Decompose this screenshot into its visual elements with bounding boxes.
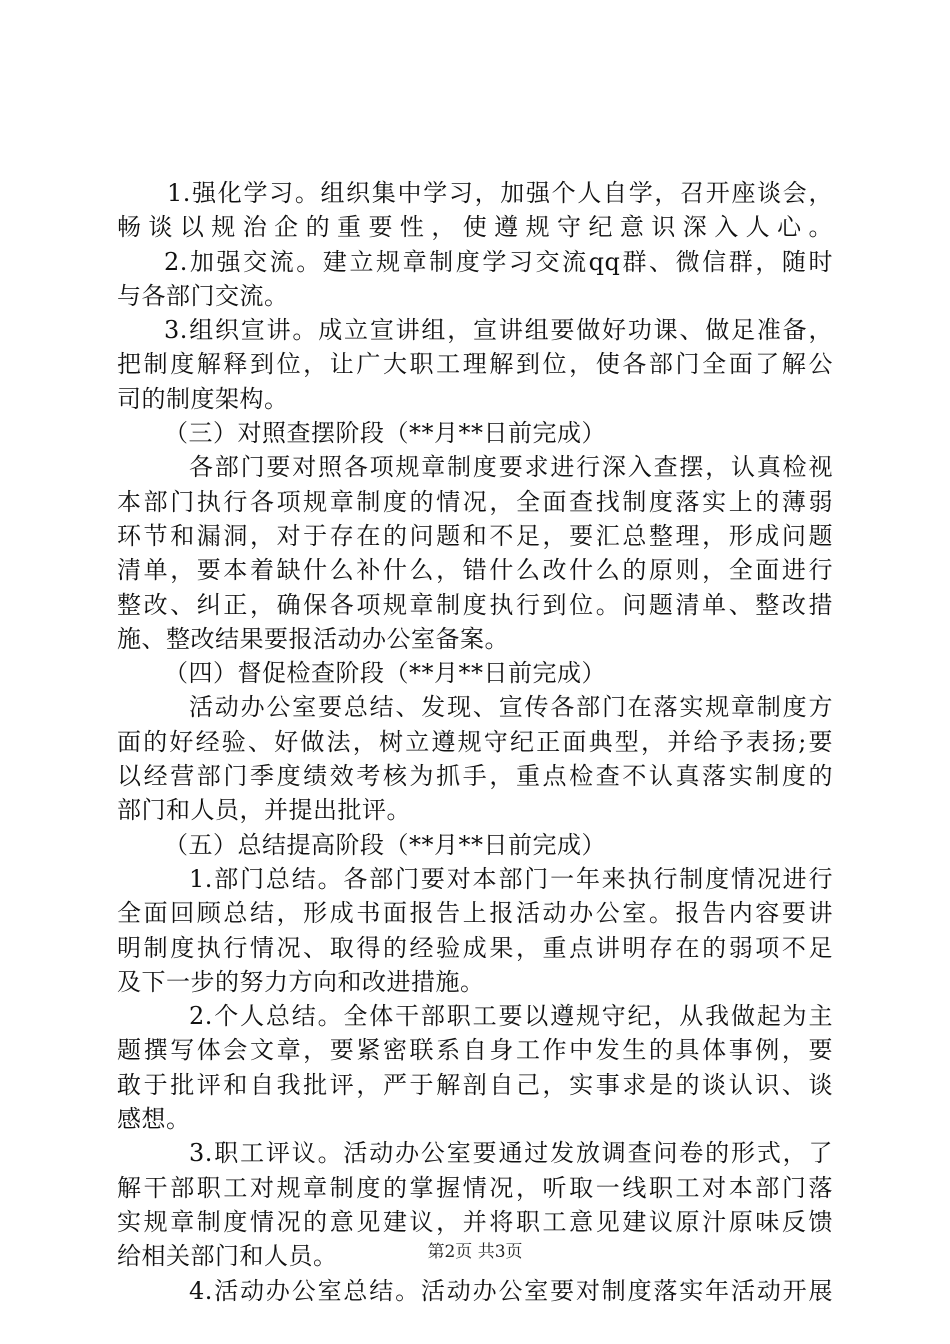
paragraph-line: 实规章制度情况的意见建议，并将职工意见建议原汁原味反馈 [117, 1207, 833, 1236]
paragraph-line: 各部门要对照各项规章制度要求进行深入查摆，认真检视 [189, 453, 833, 482]
paragraph-line: 3.组织宣讲。成立宣讲组，宣讲组要做好功课、做足准备， [164, 316, 833, 345]
paragraph-line: 全面回顾总结，形成书面报告上报活动办公室。报告内容要讲 [117, 899, 833, 928]
paragraph-line: 本部门执行各项规章制度的情况，全面查找制度落实上的薄弱 [117, 487, 833, 516]
document-body [117, 176, 833, 1308]
paragraph-line: 敢于批评和自我批评，严于解剖自己，实事求是的谈认识、谈 [117, 1070, 833, 1099]
paragraph-line: 清单，要本着缺什么补什么，错什么改什么的原则，全面进行 [117, 556, 833, 585]
paragraph-line: 3.职工评议。活动办公室要通过发放调查问卷的形式，了 [189, 1139, 833, 1168]
paragraph-line: 把制度解释到位，让广大职工理解到位，使各部门全面了解公 [117, 350, 833, 379]
paragraph-line: 感想。 [117, 1105, 191, 1134]
section-heading: （三）对照查摆阶段（**月**日前完成） [164, 419, 606, 448]
paragraph-line: 1.强化学习。组织集中学习，加强个人自学，召开座谈会， [167, 179, 833, 207]
page-number-footer: 第2页 共3页 [427, 1242, 523, 1262]
paragraph-line: 部门和人员，并提出批评。 [117, 796, 411, 825]
paragraph-line: 题撰写体会文章，要紧密联系自身工作中发生的具体事例，要 [117, 1036, 833, 1065]
paragraph-line: 活动办公室要总结、发现、宣传各部门在落实规章制度方 [189, 693, 833, 722]
paragraph-line: 明制度执行情况、取得的经验成果，重点讲明存在的弱项不足 [117, 933, 833, 962]
paragraph-line: 2.加强交流。建立规章制度学习交流qq群、微信群，随时 [164, 247, 833, 276]
paragraph-line: 面的好经验、好做法，树立遵规守纪正面典型，并给予表扬;要 [117, 727, 833, 756]
paragraph-line: 1.部门总结。各部门要对本部门一年来执行制度情况进行 [189, 864, 833, 893]
paragraph-line: 解干部职工对规章制度的掌握情况，听取一线职工对本部门落 [117, 1173, 833, 1202]
paragraph-line: 畅谈以规治企的重要性，使遵规守纪意识深入人心。 [117, 213, 833, 242]
paragraph-line: 及下一步的努力方向和改进措施。 [117, 967, 485, 996]
section-heading: （五）总结提高阶段（**月**日前完成） [164, 830, 606, 859]
paragraph-line: 与各部门交流。 [117, 281, 289, 310]
paragraph-line: 给相关部门和人员。 [117, 1242, 338, 1271]
paragraph-line: 施、整改结果要报活动办公室备案。 [117, 624, 509, 653]
paragraph-line: 以经营部门季度绩效考核为抓手，重点检查不认真落实制度的 [117, 762, 833, 791]
paragraph-line: 环节和漏洞，对于存在的问题和不足，要汇总整理，形成问题 [117, 521, 833, 550]
paragraph-line: 整改、纠正，确保各项规章制度执行到位。问题清单、整改措 [117, 590, 833, 619]
section-heading: （四）督促检查阶段（**月**日前完成） [164, 659, 606, 688]
paragraph-line: 司的制度架构。 [117, 384, 289, 413]
paragraph-line: 4.活动办公室总结。活动办公室要对制度落实年活动开展 [189, 1276, 833, 1305]
paragraph-line: 2.个人总结。全体干部职工要以遵规守纪，从我做起为主 [189, 1002, 833, 1031]
